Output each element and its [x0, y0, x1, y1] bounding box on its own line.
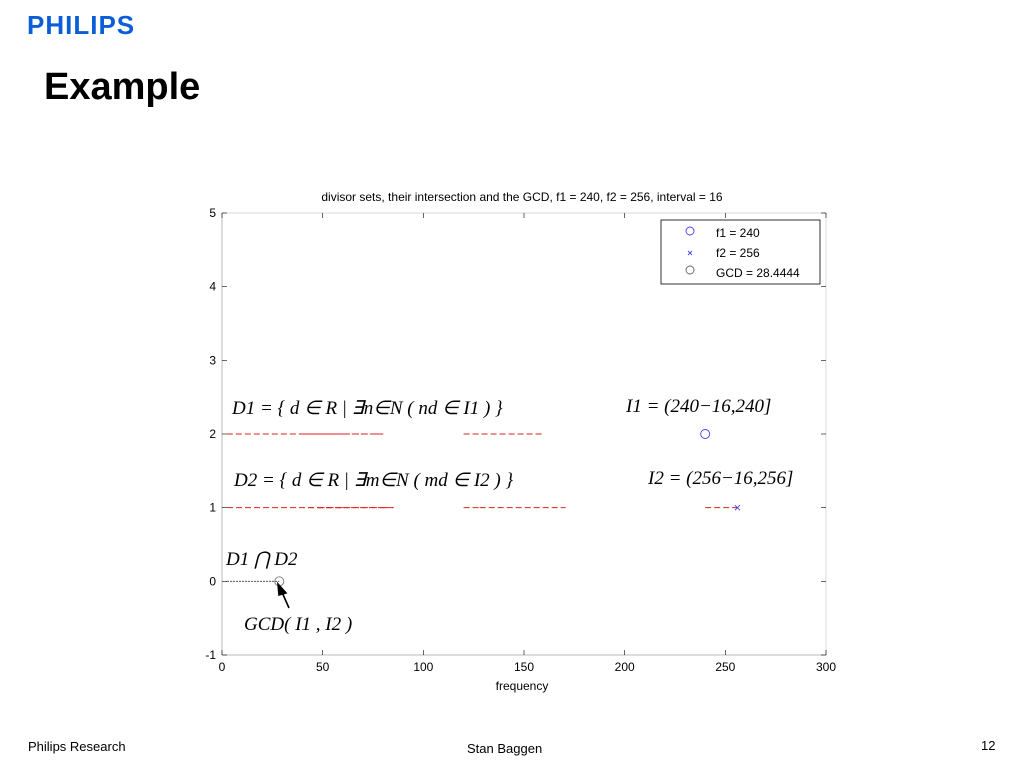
page-number: 12 [981, 738, 996, 753]
footer-author: Stan Baggen [467, 741, 543, 756]
d1-set-formula: D1 = { d ∈ R | ∃n∈N ( nd ∈ I1 ) } [232, 398, 503, 419]
x-tick-label: 300 [815, 660, 837, 674]
legend [661, 220, 820, 284]
x-tick-label: 0 [218, 660, 226, 674]
x-tick-label: 250 [715, 660, 736, 674]
x-axis-label: frequency [495, 679, 549, 693]
y-tick-label: 3 [209, 353, 216, 368]
x-tick-label: 50 [315, 660, 330, 674]
slide-title: Example [44, 66, 201, 108]
legend-label-gcd: GCD = 28.4444 [716, 266, 800, 280]
y-tick-label: 2 [209, 427, 216, 441]
x-tick-label: 100 [413, 660, 434, 674]
y-tick-label: 1 [209, 500, 216, 515]
y-tick-label: 0 [209, 574, 216, 589]
y-tick-label: 4 [209, 279, 216, 294]
d2-set-formula: D2 = { d ∈ R | ∃m∈N ( md ∈ I2 ) } [234, 470, 514, 491]
intersection-formula: D1 ⋂ D2 [226, 549, 298, 570]
gcd-formula: GCD( I1 , I2 ) [244, 614, 353, 635]
data-marks [227, 430, 740, 586]
philips-logo: PHILIPS [27, 10, 136, 40]
chart-title: divisor sets, their intersection and the GCD, f1 = 240, f2 = 256, interval = 16 [321, 190, 723, 204]
y-tick-label: 5 [209, 206, 216, 220]
x-tick-label: 200 [614, 660, 635, 674]
footer-organization: Philips Research [28, 739, 126, 754]
x-tick-label: 150 [513, 660, 535, 674]
legend-label-f1: f1 = 240 [716, 226, 760, 240]
i2-interval-formula: I2 = (256−16,256] [648, 468, 794, 489]
data-point-circle [701, 430, 710, 439]
i1-interval-formula: I1 = (240−16,240] [626, 396, 772, 417]
legend-label-f2: f2 = 256 [716, 246, 760, 260]
gcd-arrow [278, 584, 289, 608]
y-tick-label: -1 [205, 648, 216, 662]
